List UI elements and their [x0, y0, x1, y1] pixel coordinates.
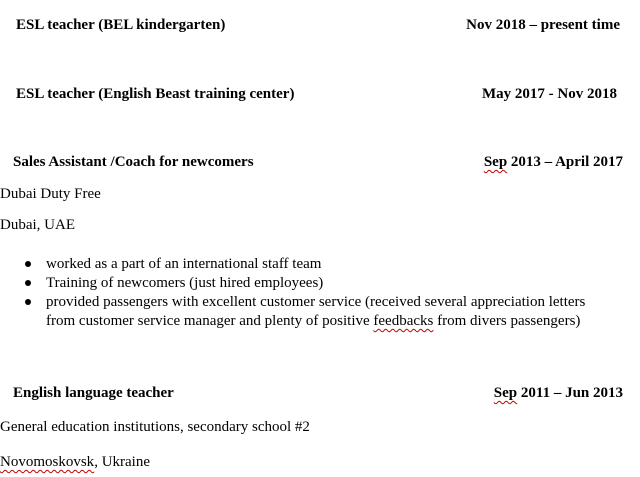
job-dates: May 2017 - Nov 2018	[482, 86, 617, 102]
list-item	[22, 255, 627, 274]
list-item-text-end: from divers passengers)	[433, 313, 581, 329]
bullet-icon	[25, 261, 31, 267]
job-dates	[494, 383, 623, 403]
job-dates-range: 2011 – Jun 2013	[517, 385, 623, 401]
list-item-text-continued: from customer service manager and plenty of positive	[46, 313, 374, 329]
employer-location: Dubai, UAE	[0, 217, 75, 233]
location-country: , Ukraine	[94, 454, 150, 470]
job-dates-month: Sep	[483, 154, 508, 170]
list-item	[22, 274, 627, 293]
location-city: Novomoskovsk	[0, 454, 95, 470]
job-entry-4	[0, 383, 640, 403]
employer-name: General education institutions, secondary school #2	[0, 419, 310, 435]
job-dates	[484, 152, 623, 172]
responsibilities-list	[22, 255, 627, 331]
list-item-text: worked as a part of an international staff team	[46, 256, 322, 272]
job-title: Sales Assistant /Coach for newcomers	[13, 154, 254, 170]
job-title: ESL teacher (BEL kindergarten)	[16, 17, 226, 33]
job-dates-range: 2013 – April 2017	[507, 154, 623, 170]
job-title: ESL teacher (English Beast training center)	[16, 86, 295, 102]
bullet-icon	[25, 299, 31, 305]
list-item-text: Training of newcomers (just hired employees)	[46, 275, 324, 291]
list-item-text: provided passengers with excellent customer service (received several appreciation letters	[46, 294, 586, 310]
job-title: English language teacher	[13, 385, 174, 401]
job-entry-1	[0, 15, 640, 35]
employer-location	[0, 452, 150, 472]
job-dates-month: Sep	[493, 385, 518, 401]
job-entry-3	[0, 152, 640, 172]
list-item-text-flagged-word: feedbacks	[373, 313, 434, 329]
bullet-icon	[25, 280, 31, 286]
list-item	[22, 293, 627, 331]
job-dates: Nov 2018 – present time	[466, 17, 620, 33]
employer-name: Dubai Duty Free	[0, 186, 101, 202]
job-entry-2	[0, 84, 640, 104]
